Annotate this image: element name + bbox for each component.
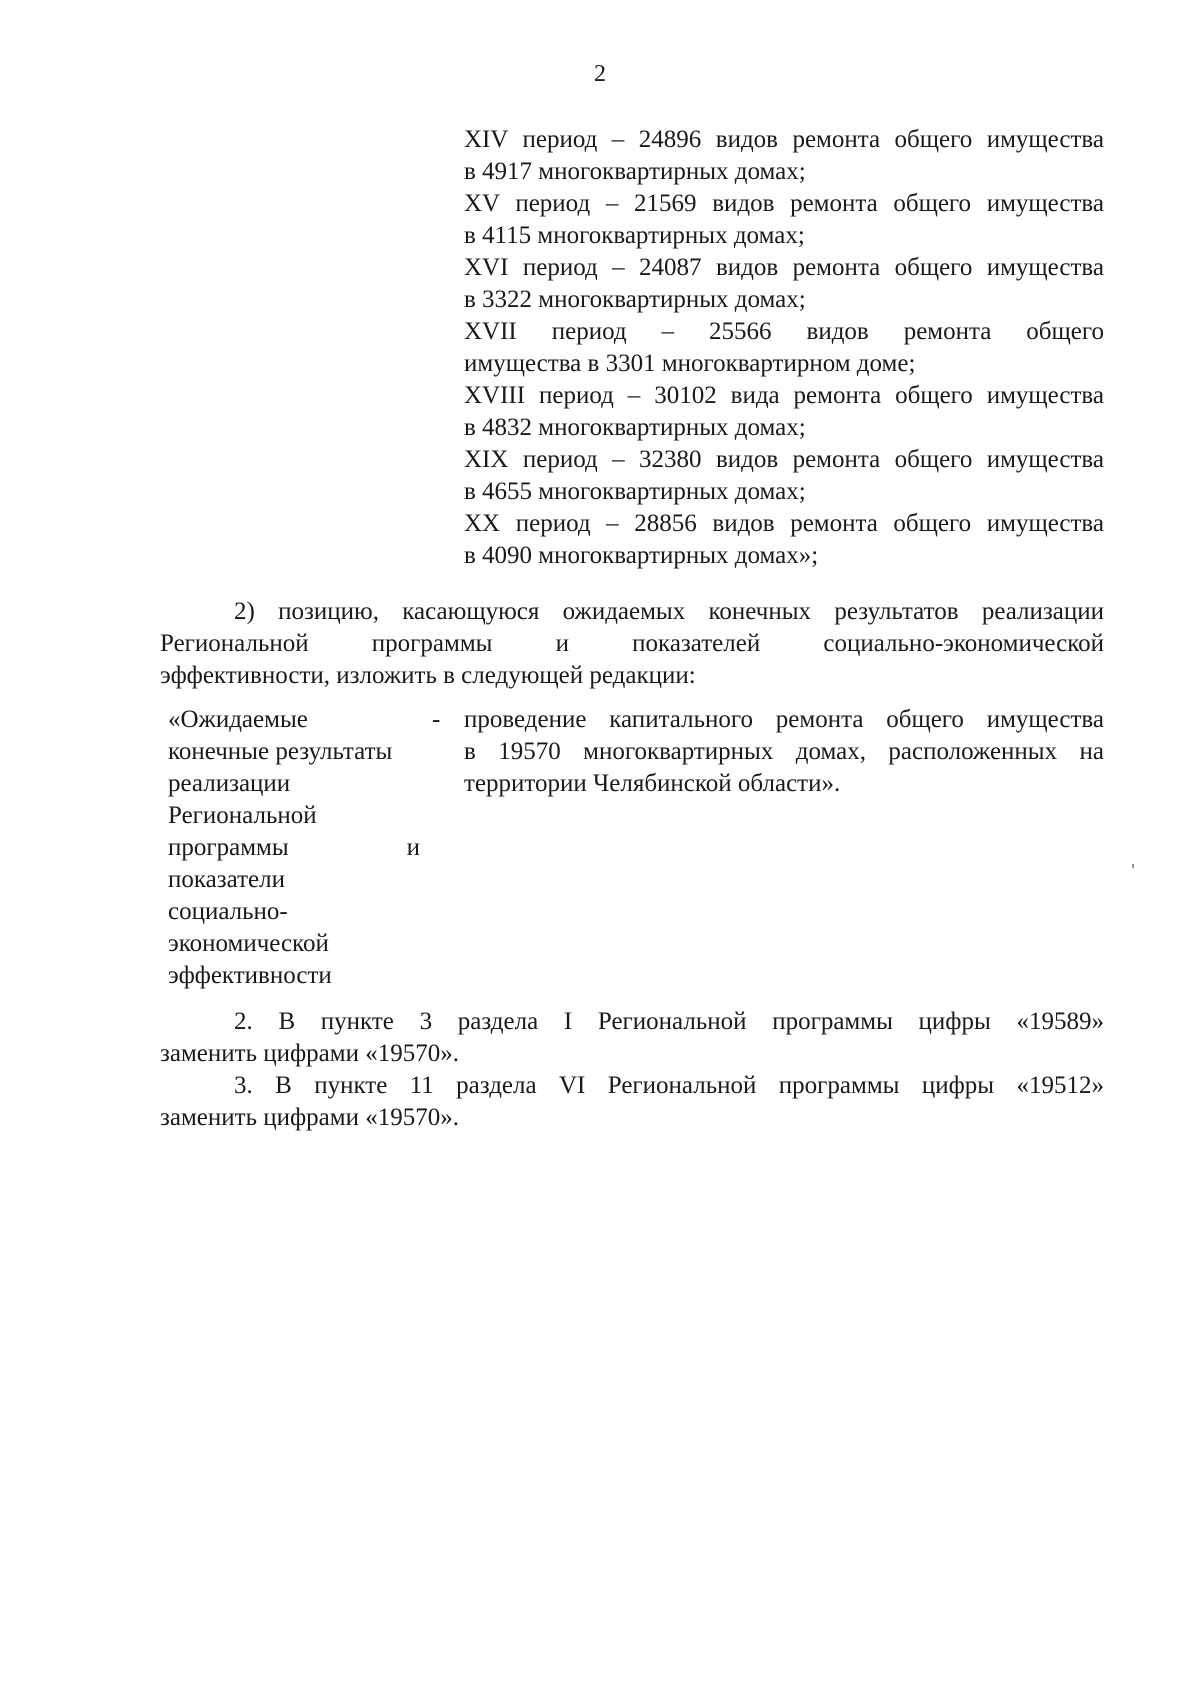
paragraph-line: 2. В пункте 3 раздела I Региональной программы цифры «19589» — [234, 1008, 1104, 1035]
period-item — [464, 508, 1104, 572]
period-text: XV период – 21569 видов ремонта общего имущества — [464, 190, 1104, 217]
period-text: имущества в 3301 многоквартирном доме; — [464, 350, 916, 377]
page-number: 2 — [594, 61, 606, 87]
period-text: XIX период – 32380 видов ремонта общего имущества — [464, 446, 1104, 473]
period-item — [464, 252, 1104, 316]
label-line: социально- — [168, 898, 288, 925]
point-2-paragraph — [160, 1006, 1104, 1070]
label-line: показатели — [168, 866, 285, 893]
point-3-paragraph — [160, 1070, 1104, 1134]
period-text: XIV период – 24896 видов ремонта общего имущества — [464, 126, 1104, 153]
item-2-paragraph — [160, 596, 1104, 692]
period-text: XVIII период – 30102 вида ремонта общего имущества — [464, 382, 1104, 409]
label-line: программы и — [168, 834, 420, 861]
paragraph-line: заменить цифрами «19570». — [160, 1104, 459, 1131]
dash-separator: - — [432, 706, 441, 733]
label-line: конечные результаты — [168, 738, 393, 765]
period-text: в 4090 многоквартирных домах»; — [464, 542, 819, 569]
period-list — [464, 124, 1104, 572]
paragraph-line: Региональной программы и показателей социально-экономической — [160, 630, 1104, 657]
period-text: XX период – 28856 видов ремонта общего имущества — [464, 510, 1104, 537]
label-line: эффективности — [168, 962, 332, 989]
paragraph-line: 2) позицию, касающуюся ожидаемых конечных результатов реализации — [234, 598, 1104, 625]
value-line: в 19570 многоквартирных домах, расположенных на — [464, 738, 1104, 765]
paragraph-line: эффективности, изложить в следующей редакции: — [160, 662, 696, 689]
scan-speck — [1132, 864, 1134, 868]
results-label-cell — [168, 704, 420, 992]
value-line: территории Челябинской области». — [464, 770, 841, 797]
label-line: экономической — [168, 930, 329, 957]
value-line: проведение капитального ремонта общего имущества — [464, 706, 1104, 733]
label-line: реализации — [168, 770, 291, 797]
period-text: XVII период – 25566 видов ремонта общего — [464, 318, 1104, 345]
period-item — [464, 124, 1104, 188]
results-table-row — [168, 704, 1104, 994]
paragraph-line: 3. В пункте 11 раздела VI Региональной программы цифры «19512» — [234, 1072, 1104, 1099]
period-item — [464, 444, 1104, 508]
period-text: в 3322 многоквартирных домах; — [464, 286, 806, 313]
period-text: XVI период – 24087 видов ремонта общего имущества — [464, 254, 1104, 281]
period-item — [464, 380, 1104, 444]
results-value-cell — [464, 704, 1104, 800]
paragraph-line: заменить цифрами «19570». — [160, 1040, 459, 1067]
period-text: в 4115 многоквартирных домах; — [464, 222, 805, 249]
period-text: в 4655 многоквартирных домах; — [464, 478, 806, 505]
period-text: в 4917 многоквартирных домах; — [464, 158, 806, 185]
period-item — [464, 188, 1104, 252]
period-text: в 4832 многоквартирных домах; — [464, 414, 806, 441]
label-line: Региональной — [168, 802, 317, 829]
period-item — [464, 316, 1104, 380]
label-line: «Ожидаемые — [168, 706, 308, 733]
